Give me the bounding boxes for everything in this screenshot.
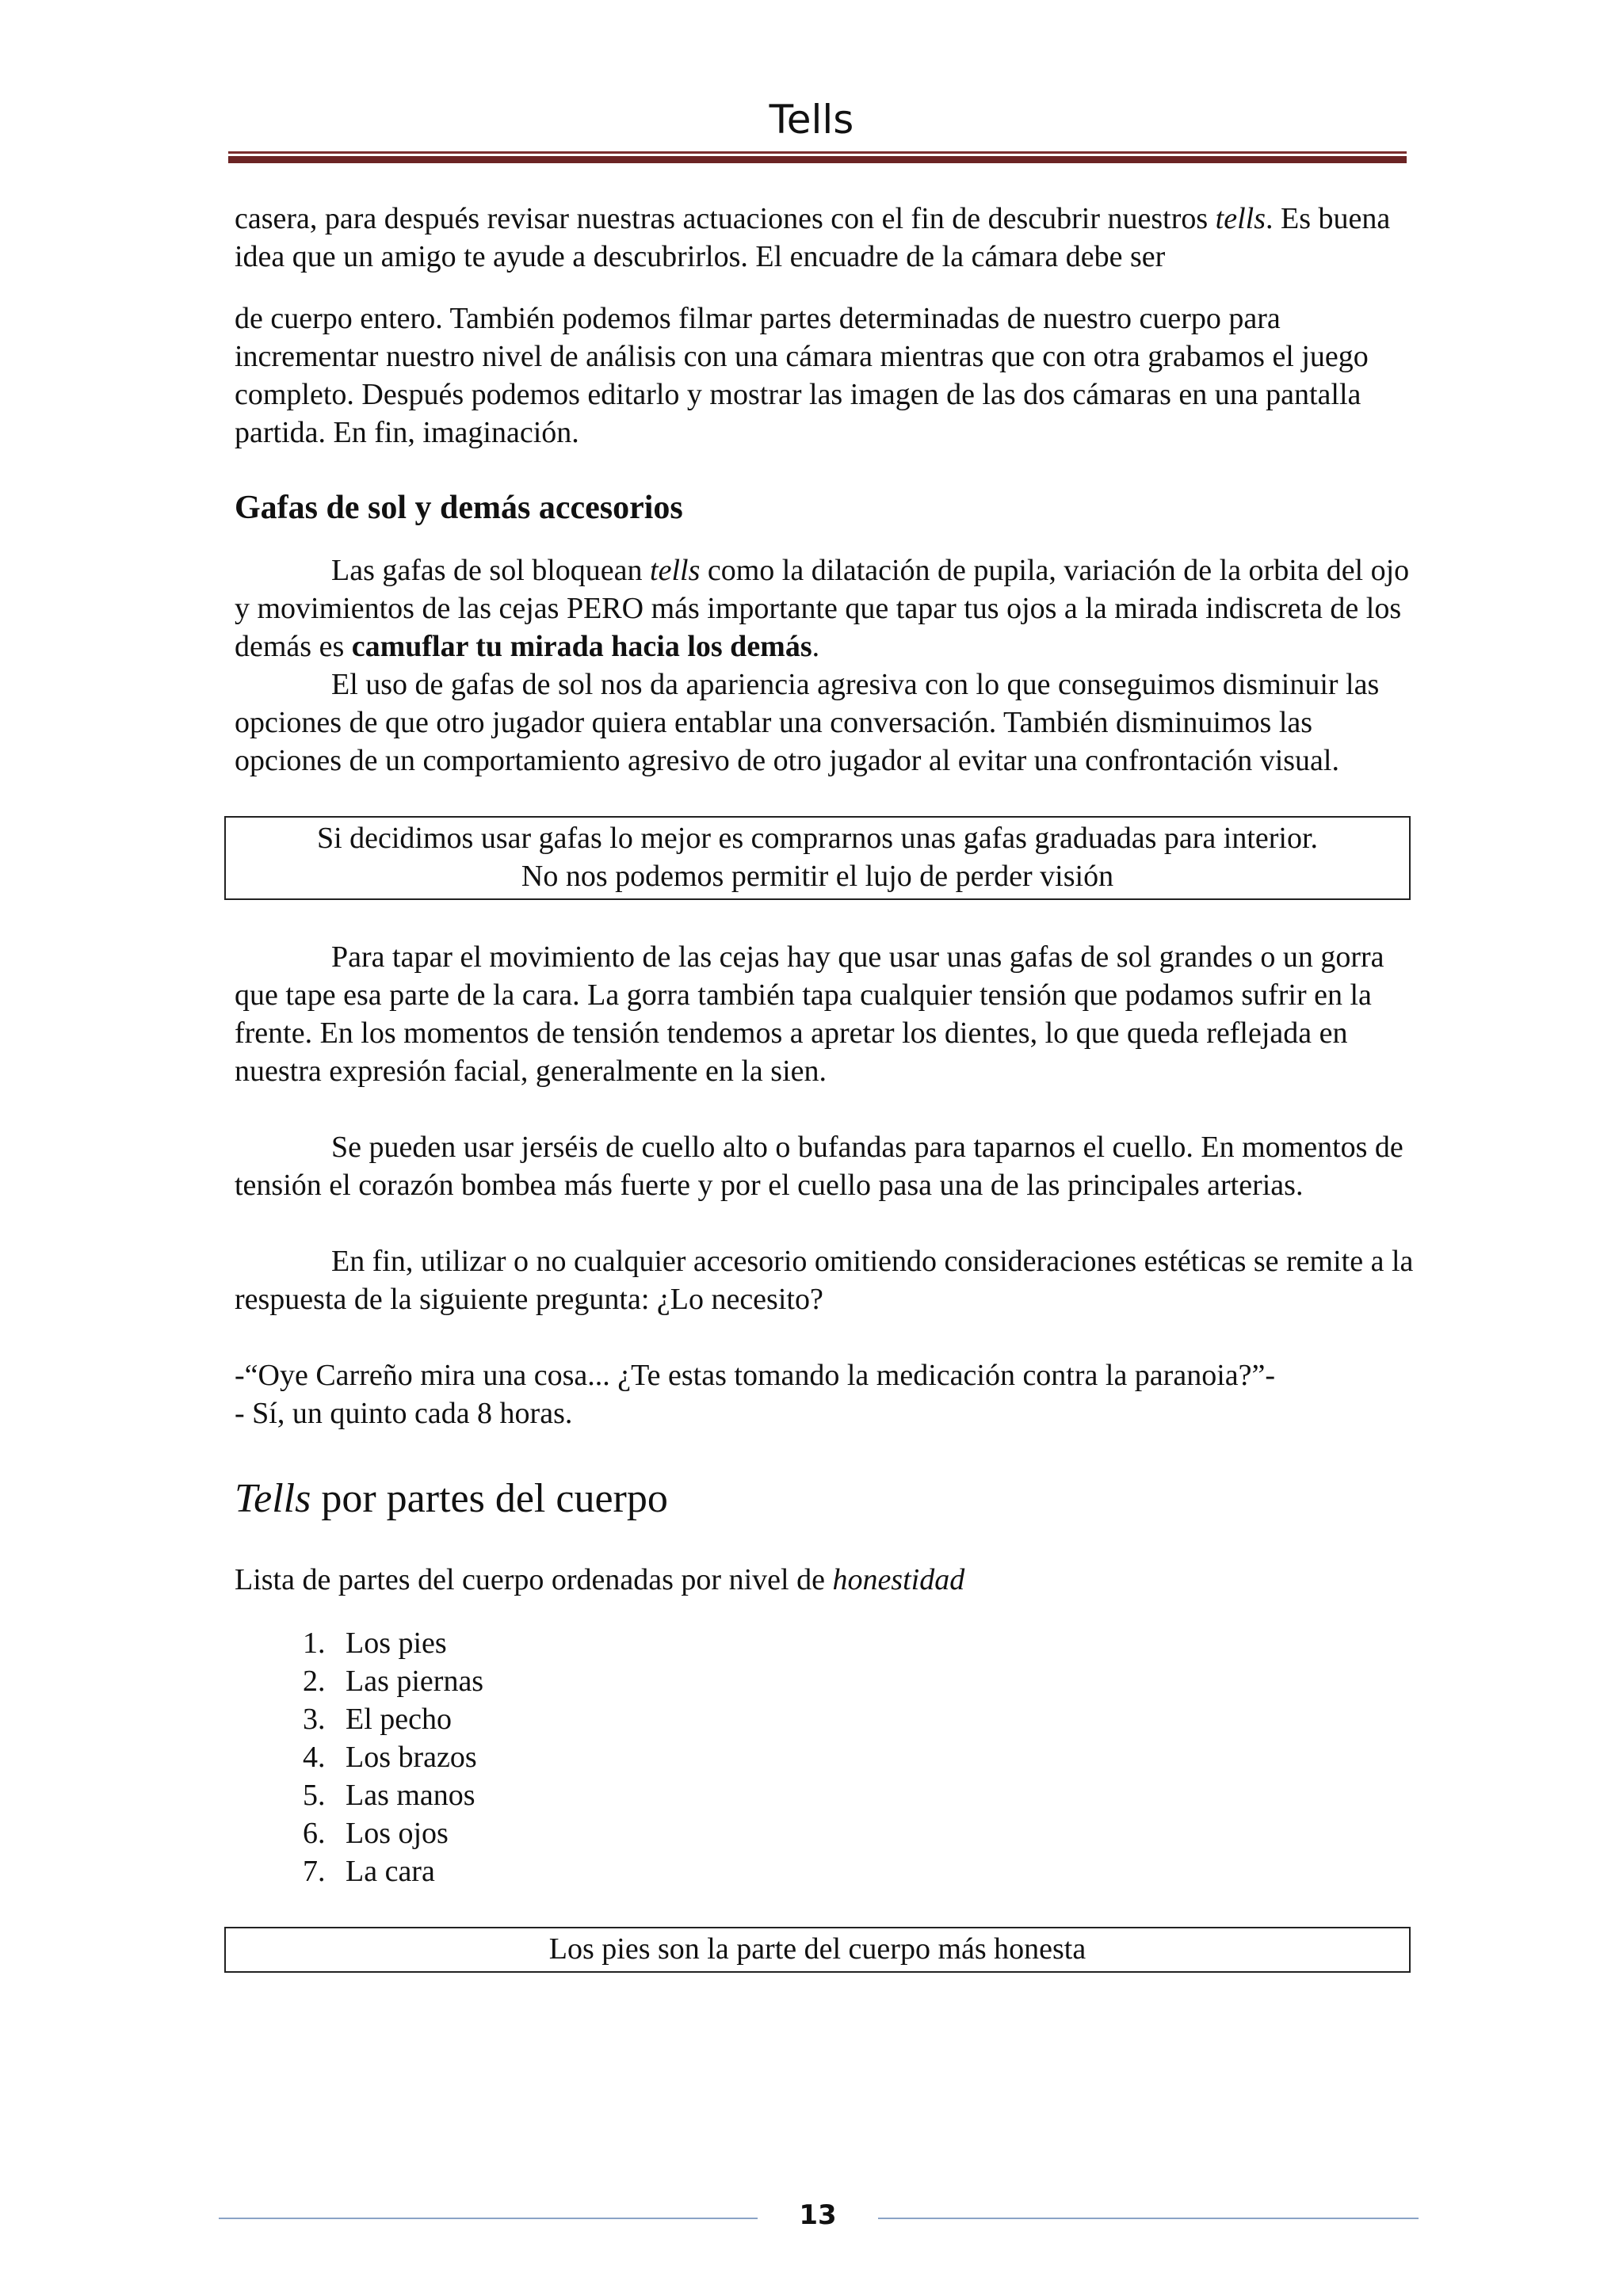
- callout-box-gafas: [224, 816, 1411, 900]
- callout-line: Los pies son la parte del cuerpo más honesta: [548, 1932, 1086, 1966]
- section-heading-gafas: Gafas de sol y demás accesorios: [235, 490, 683, 526]
- callout-line-2: No nos podemos permitir el lujo de perder visión: [521, 860, 1114, 893]
- list-item: 3. El pecho: [333, 1700, 1415, 1738]
- list-item: 7. La cara: [333, 1852, 1415, 1890]
- emphasis-tells: tells: [650, 554, 701, 587]
- paragraph-8: Lista de partes del cuerpo ordenadas por nivel de honestidad: [235, 1563, 965, 1596]
- footer-rule-right: [878, 2218, 1419, 2219]
- callout-box-pies: [224, 1927, 1411, 1973]
- page-number: 13: [799, 2199, 837, 2231]
- header-rule-thin: [228, 151, 1407, 154]
- paragraph-7: En fin, utilizar o no cualquier accesorio omitiendo consideraciones estéticas se remite a la respuesta de la siguiente pregunta: ¿Lo necesito?: [235, 1245, 1414, 1316]
- paragraph-4: El uso de gafas de sol nos da apariencia agresiva con lo que conseguimos disminuir las opciones de que otro jugador quiera entablar una conversación. También disminuimos las opciones de un comportamiento agresivo de otro jugador al evitar una confrontación visual.: [235, 668, 1380, 777]
- list-item: 4. Los brazos: [333, 1738, 1415, 1776]
- dialogue-line-1: -“Oye Carreño mira una cosa... ¿Te estas tomando la medicación contra la paranoia?”-: [235, 1359, 1276, 1392]
- paragraph-3: Las gafas de sol bloquean tells como la dilatación de pupila, variación de la orbita del ojo y movimientos de las cejas PERO más importante que tapar tus ojos a la mirada indiscreta de los demás es camuflar tu mirada hacia los demás.: [235, 554, 1410, 663]
- section-heading-tells-partes: Tells por partes del cuerpo: [235, 1476, 668, 1521]
- paragraph-1: casera, para después revisar nuestras actuaciones con el fin de descubrir nuestros tells. Es buena idea que un amigo te ayude a descubrirlos. El encuadre de la cámara debe ser: [235, 202, 1391, 273]
- paragraph-6: Se pueden usar jerséis de cuello alto o bufandas para taparnos el cuello. En momentos de tensión el corazón bombea más fuerte y por el cuello pasa una de las principales arterias.: [235, 1131, 1403, 1202]
- paragraph-5: Para tapar el movimiento de las cejas hay que usar unas gafas de sol grandes o un gorra que tape esa parte de la cara. La gorra también tapa cualquier tensión que podamos sufrir en la frente. En los momentos de tensión tendemos a apretar los dientes, lo que queda reflejada en nuestra expresión facial, generalmente en la sien.: [235, 940, 1384, 1088]
- list-item: 6. Los ojos: [333, 1814, 1415, 1852]
- bold-phrase: camuflar tu mirada hacia los demás: [351, 630, 812, 663]
- list-item: 2. Las piernas: [333, 1662, 1415, 1700]
- page-body: [235, 200, 1415, 1973]
- list-item: 1. Los pies: [333, 1624, 1415, 1662]
- running-header-title: Tells: [769, 97, 854, 143]
- paragraph-2: de cuerpo entero. También podemos filmar partes determinadas de nuestro cuerpo para incrementar nuestro nivel de análisis con una cámara mientras que con otra grabamos el juego completo. Después podemos editarlo y mostrar las imagen de las dos cámaras en una pantalla partida. En fin, imaginación.: [235, 302, 1369, 449]
- dialogue-line-2: - Sí, un quinto cada 8 horas.: [235, 1397, 573, 1430]
- list-item: 5. Las manos: [333, 1776, 1415, 1814]
- header-rule-thick: [228, 156, 1407, 163]
- footer-rule-left: [219, 2218, 758, 2219]
- emphasis-tells: tells: [1215, 202, 1266, 235]
- callout-line-1: Si decidimos usar gafas lo mejor es comprarnos unas gafas graduadas para interior.: [316, 822, 1319, 855]
- emphasis-honestidad: honestidad: [832, 1563, 965, 1596]
- body-parts-list: [235, 1624, 1415, 1890]
